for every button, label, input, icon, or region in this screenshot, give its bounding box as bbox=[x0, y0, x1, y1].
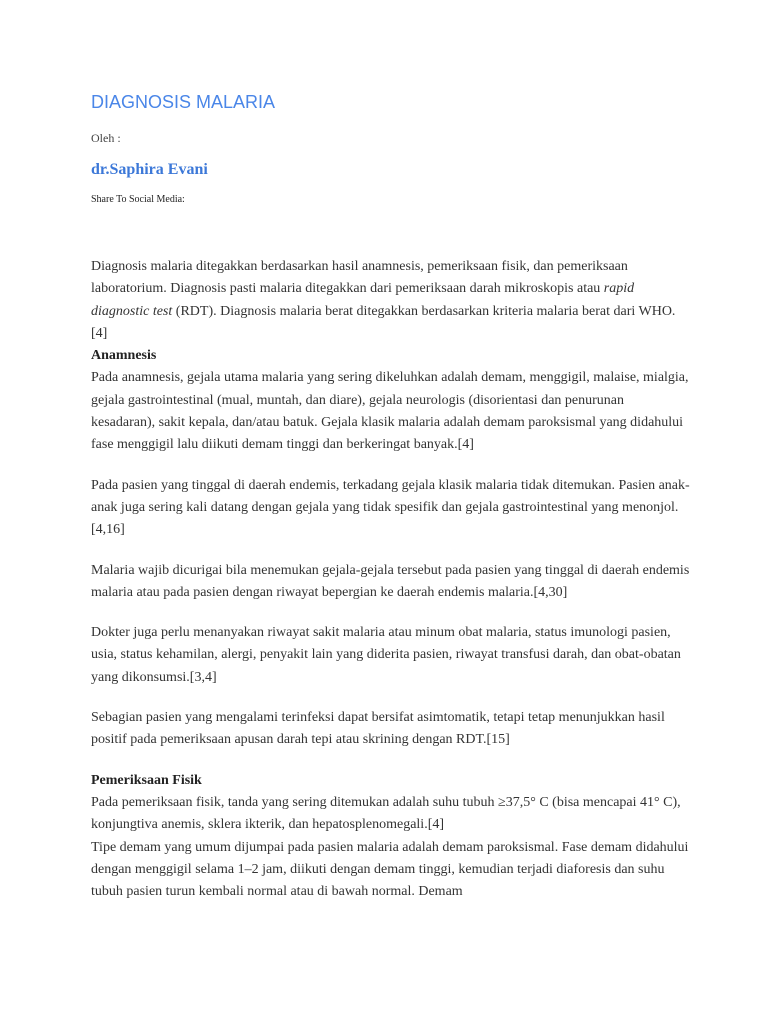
article-title: DIAGNOSIS MALARIA bbox=[91, 92, 276, 112]
anamnesis-paragraph-5: Sebagian pasien yang mengalami terinfeksi dapat bersifat asimtomatik, tetapi tetap menunjukkan hasil positif pada pemeriksaan apusan darah tepi atau skrining dengan RDT.[15] bbox=[91, 710, 665, 748]
intro-paragraph bbox=[91, 256, 691, 345]
intro-italic-term: rapid diagnostic test bbox=[91, 281, 635, 319]
intro-text-2: (RDT). Diagnosis malaria berat ditegakkan berdasarkan kriteria malaria berat dari WHO.[4] bbox=[91, 303, 676, 341]
anamnesis-paragraph-3: Malaria wajib dicurigai bila menemukan gejala-gejala tersebut pada pasien yang tinggal di daerah endemis malaria atau pada pasien dengan riwayat bepergian ke daerah endemis malaria.[4,30] bbox=[91, 562, 690, 600]
anamnesis-paragraph-2: Pada pasien yang tinggal di daerah endemis, terkadang gejala klasik malaria tidak ditemukan. Pasien anak-anak juga sering kali datang dengan gejala yang tidak spesifik dan gejala gastrointestinal yang menonjol.[4,16] bbox=[91, 477, 690, 538]
fisik-paragraph-2: Tipe demam yang umum dijumpai pada pasien malaria adalah demam paroksismal. Fase demam didahului dengan menggigil selama 1–2 jam, diikuti dengan demam tinggi, kemudian terjadi diaforesis dan suhu tubuh pasien turun kembali normal atau di bawah normal. Demam bbox=[91, 839, 689, 900]
intro-text-1: Diagnosis malaria ditegakkan berdasarkan hasil anamnesis, pemeriksaan fisik, dan pemeriksaan laboratorium. Diagnosis pasti malaria ditegakkan dari pemeriksaan darah mikroskopis atau bbox=[91, 259, 628, 297]
fisik-paragraph-1: Pada pemeriksaan fisik, tanda yang sering ditemukan adalah suhu tubuh ≥37,5° C (bisa mencapai 41° C), konjungtiva anemis, sklera ikterik, dan hepatosplenomegali.[4] bbox=[91, 794, 681, 833]
anamnesis-heading: Anamnesis bbox=[91, 348, 157, 364]
anamnesis-paragraph-1: Pada anamnesis, gejala utama malaria yang sering dikeluhkan adalah demam, menggigil, malaise, mialgia, gejala gastrointestinal (mual, muntah, dan diare), gejala neurologis (disorientasi dan penurunan kesadaran), sakit kepala, dan/atau batuk. Gejala klasik malaria adalah demam paroksismal yang didahului fase menggigil lalu diikuti demam tinggi dan berkeringat banyak.[4] bbox=[91, 370, 689, 453]
share-label: Share To Social Media: bbox=[91, 194, 185, 205]
pemeriksaan-fisik-heading: Pemeriksaan Fisik bbox=[91, 772, 202, 788]
article-body bbox=[91, 256, 691, 903]
author-link[interactable]: dr.Saphira Evani bbox=[91, 161, 208, 178]
anamnesis-paragraph-4: Dokter juga perlu menanyakan riwayat sakit malaria atau minum obat malaria, status imunologi pasien, usia, status kehamilan, alergi, penyakit lain yang diderita pasien, riwayat transfusi darah, dan obat-obatan yang dikonsumsi.[3,4] bbox=[91, 625, 681, 685]
byline-label: Oleh : bbox=[91, 131, 121, 145]
